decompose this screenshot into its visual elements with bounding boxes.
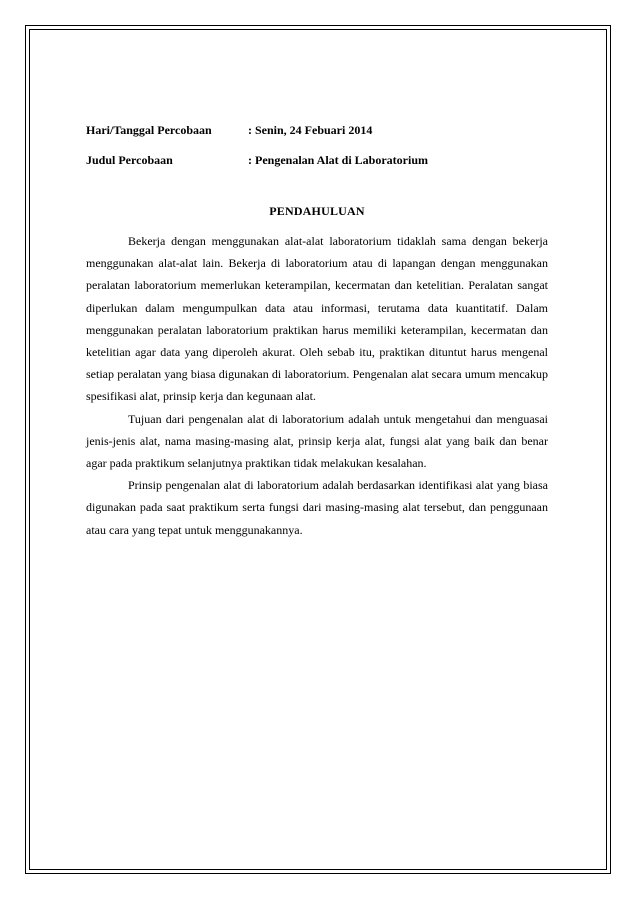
paragraph-intro: Bekerja dengan menggunakan alat-alat laboratorium tidaklah sama dengan bekerja menggunakan alat-alat lain. Bekerja di laboratorium atau di lapangan dengan menggunakan peralatan laboratorium memerlukan keterampilan, kecermatan dan ketelitian. Peralatan sangat diperlukan dalam mengumpulkan data atau informasi, terutama data kuantitatif. Dalam menggunakan peralatan laboratorium praktikan harus memiliki keterampilan, kecermatan dan ketelitian agar data yang diperoleh akurat. Oleh sebab itu, praktikan dituntut harus mengenal setiap peralatan yang biasa digunakan di laboratorium. Pengenalan alat secara umum mencakup spesifikasi alat, prinsip kerja dan kegunaan alat.	[86, 234, 548, 404]
experiment-date-value: : Senin, 24 Febuari 2014	[248, 123, 373, 137]
experiment-title-value: : Pengenalan Alat di Laboratorium	[248, 153, 429, 167]
experiment-title-row	[86, 153, 428, 168]
experiment-date-label: Hari/Tanggal Percobaan	[86, 123, 212, 137]
section-heading: PENDAHULUAN	[269, 204, 365, 218]
experiment-date-row	[86, 123, 372, 138]
paragraph-principle: Prinsip pengenalan alat di laboratorium adalah berdasarkan identifikasi alat yang biasa digunakan pada saat praktikum serta fungsi dari masing-masing alat tersebut, dan penggunaan atau cara yang tepat untuk menggunakannya.	[86, 478, 548, 537]
section-body	[86, 230, 548, 541]
paragraph-purpose: Tujuan dari pengenalan alat di laboratorium adalah untuk mengetahui dan menguasai jenis-jenis alat, nama masing-masing alat, prinsip kerja alat, fungsi alat yang baik dan benar agar pada praktikum selanjutnya praktikan tidak melakukan kesalahan.	[86, 411, 548, 471]
experiment-title-label: Judul Percobaan	[86, 153, 173, 167]
